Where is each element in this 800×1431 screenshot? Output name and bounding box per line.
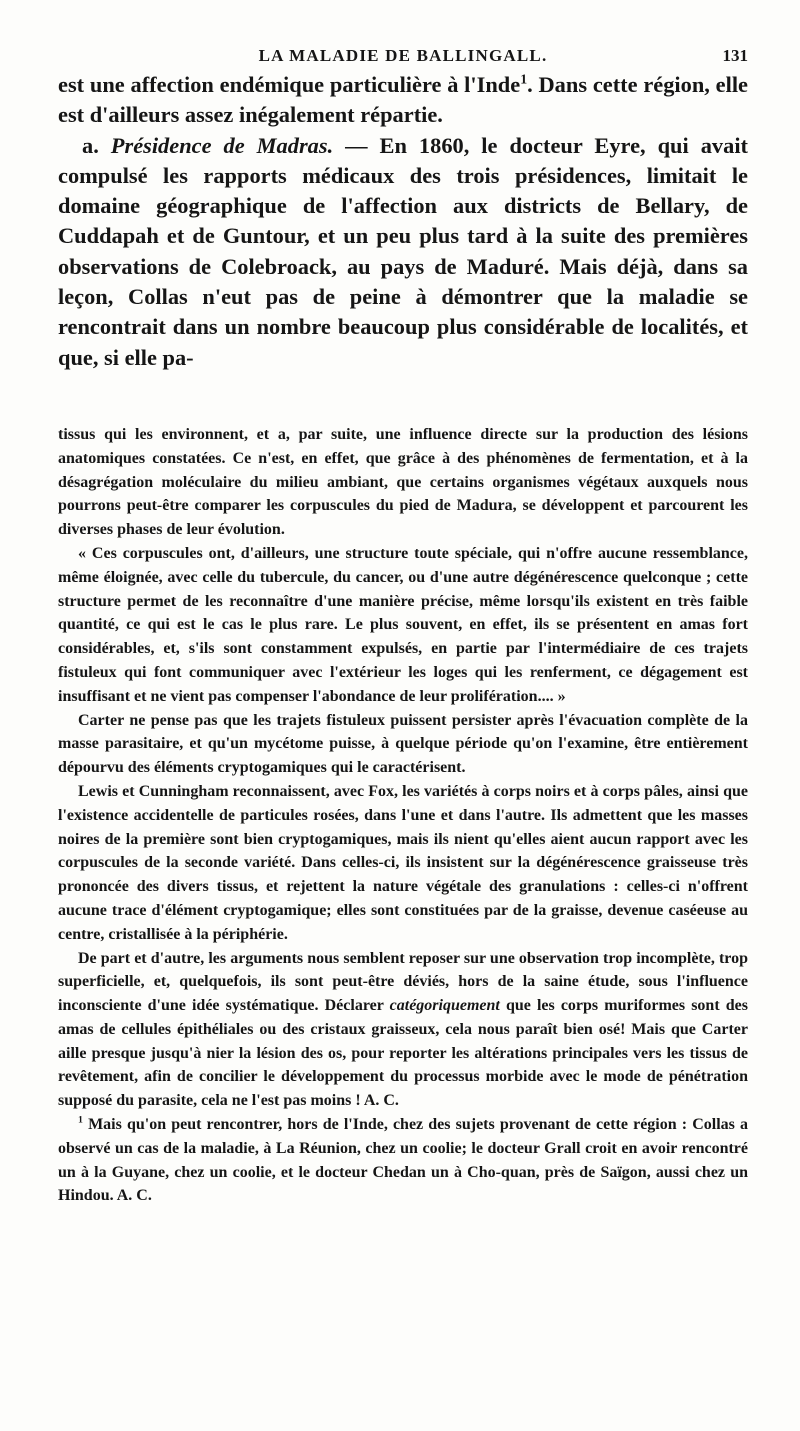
main-text: [58, 70, 748, 373]
note-paragraph-1: tissus qui les environnent, et a, par suite, une influence directe sur la production des lésions anatomiques constatées. Ce n'est, en effet, que grâce à des phénomènes de fermentation, et à la désagrégation moléculaire du milieu ambiant, que certains organismes végétaux auxquels nous pourrons peut-être comparer les corpuscules du pied de Madura, se développent et parcourent les diverses phases de leur évolution.: [58, 425, 748, 539]
note-paragraph-5: De part et d'autre, les arguments nous semblent reposer sur une observation trop incomplète, trop superficielle, et, quelquefois, ils sont peut-être déviés, hors de la saine étude, sous l'influence inconsciente d'une idée systématique. Déclarer catégoriquement que les corps muriformes sont des amas de cellules épithéliales ou des cristaux graisseux, cela nous paraît bien osé! Mais que Carter aille presque jusqu'à nier la lésion des os, pour reporter les altérations principales vers les tissus de revêtement, afin de concilier le développement du processus morbide avec le mode de pénétration supposé du parasite, cela ne l'est pas moins ! A. C.: [58, 949, 748, 1110]
notes-block: [58, 423, 748, 1208]
section-label: a.: [82, 132, 99, 158]
page-number: 131: [722, 46, 748, 65]
running-title: LA MALADIE DE BALLINGALL.: [258, 46, 548, 65]
footnote-marker: 1: [78, 1114, 83, 1126]
footnote-1: $^1$ Mais qu'on peut rencontrer, hors de l'Inde, chez des sujets provenant de cette région : Collas a observé un cas de la maladie, à La Réunion, chez un coolie; le docteur Grall croit en avoir rencontré un à la Guyane, chez un coolie, et le docteur Chedan un à Cho-quan, près de Saïgon, aussi chez un Hindou. A. C.: [58, 1114, 748, 1205]
footnote-ref: 1: [520, 72, 528, 88]
main-paragraph-2: a. Présidence de Madras. — En 1860, le docteur Eyre, qui avait compulsé les rapports médicaux des trois présidences, limitait le domaine géographique de l'affection aux districts de Bellary, de Cuddapah et de Guntour, et un peu plus tard à la suite des premières observations de Colebroack, au pays de Maduré. Mais déjà, dans sa leçon, Collas n'eut pas de peine à démontrer que la maladie se rencontrait dans un nombre beaucoup plus considérable de localités, et que, si elle pa-: [58, 132, 748, 370]
note-paragraph-4: Lewis et Cunningham reconnaissent, avec Fox, les variétés à corps noirs et à corps pâles, ainsi que l'existence accidentelle de particules rosées, dans l'une et dans l'autre. Ils admettent que les masses noires de la première sont bien cryptogamiques, mais ils nient qu'elles aient aucun rapport avec les corpuscules de la seconde variété. Dans celles-ci, ils insistent sur la dégénérescence graisseuse très prononcée des divers tissus, et rejettent la nature végétale des granulations : celles-ci n'offrent aucune trace d'élément cryptogamique; elles sont constituées par de la graisse, devenue caséeuse au centre, cristallisée à la périphérie.: [58, 782, 748, 943]
note-paragraph-2: « Ces corpuscules ont, d'ailleurs, une structure toute spéciale, qui n'offre aucune ressemblance, même éloignée, avec celle du tubercule, du cancer, ou d'une autre dégénérescence quelconque ; cette structure permet de les reconnaître d'une manière précise, même lorsqu'ils existent en très faible quantité, ce qui est le cas le plus rare. Le plus souvent, en effet, ils se présentent en amas fort considérables, et, s'ils sont constamment expulsés, en partie par l'intermédiaire de ces trajets fistuleux qui font communiquer avec l'extérieur les loges qui les renferment, ce dégagement est insuffisant et ne vient pas compenser l'abondance de leur prolifération.... »: [58, 544, 748, 705]
section-heading: Présidence de Madras.: [110, 132, 334, 158]
main-paragraph-1: est une affection endémique particulière à l'Inde$^1$. Dans cette région, elle est d'ailleurs assez inégalement répartie.: [58, 72, 748, 128]
note-paragraph-3: Carter ne pense pas que les trajets fistuleux puissent persister après l'évacuation complète de la masse parasitaire, et qu'un mycétome puisse, à quelque période qu'on l'examine, être entièrement dépourvu des éléments cryptogamiques qui le caractérisent.: [58, 711, 748, 777]
page-header: [58, 0, 748, 70]
